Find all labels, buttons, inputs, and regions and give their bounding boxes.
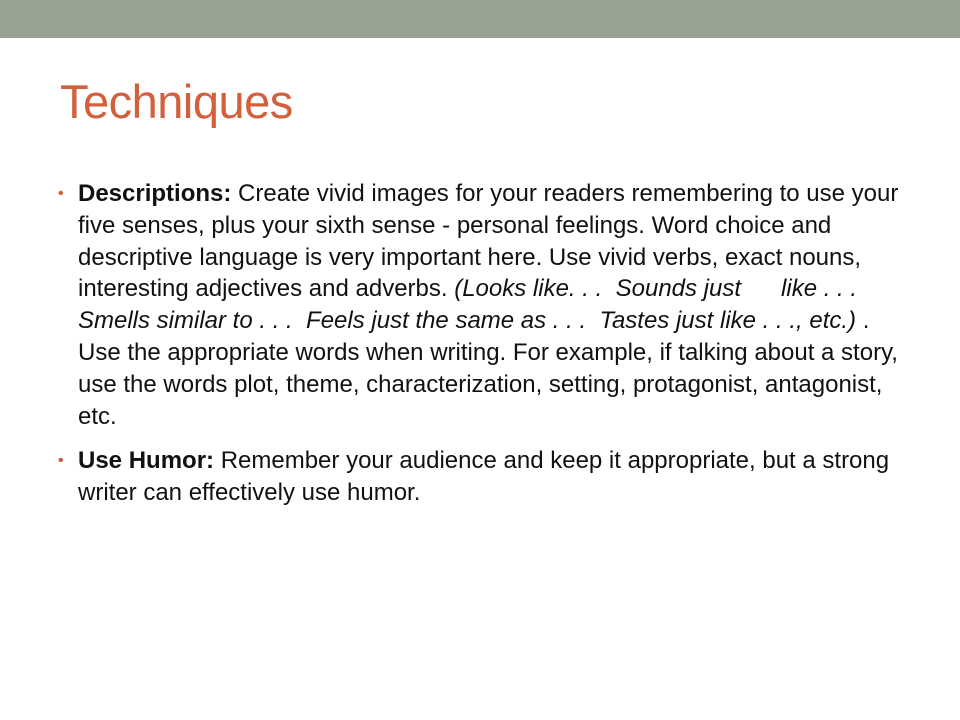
- bullet-text: Create vivid images for your readers remembering to use your five senses, plus your sixth sense - personal feelings. Word choice and descriptive language is very important here. Use vivid verbs, exact nouns, interesting adjectives and adverbs.: [78, 180, 899, 303]
- bullet-list: [58, 178, 908, 509]
- bullet-lead: Descriptions:: [78, 180, 232, 207]
- bullet-use-humor: [58, 445, 908, 509]
- slide-title: Techniques: [60, 75, 293, 128]
- bullet-text: Remember your audience and keep it appropriate, but a strong writer can effectively use humor.: [78, 447, 890, 507]
- bullet-text-continued: . Use the appropriate words when writing. For example, if talking about a story, use the words plot, theme, characterization, setting, protagonist, antagonist, etc.: [78, 307, 898, 430]
- bullet-dot-icon: •: [58, 185, 64, 202]
- bullet-descriptions: [58, 178, 908, 432]
- bullet-dot-icon: •: [58, 452, 64, 470]
- bullet-lead: Use Humor:: [78, 447, 215, 475]
- header-band: [0, 0, 960, 38]
- bullet-italic-examples: (Looks like. . . Sounds just like . . . Smells similar to . . . Feels just the same as . . . Tastes just like . . ., etc.): [78, 275, 864, 335]
